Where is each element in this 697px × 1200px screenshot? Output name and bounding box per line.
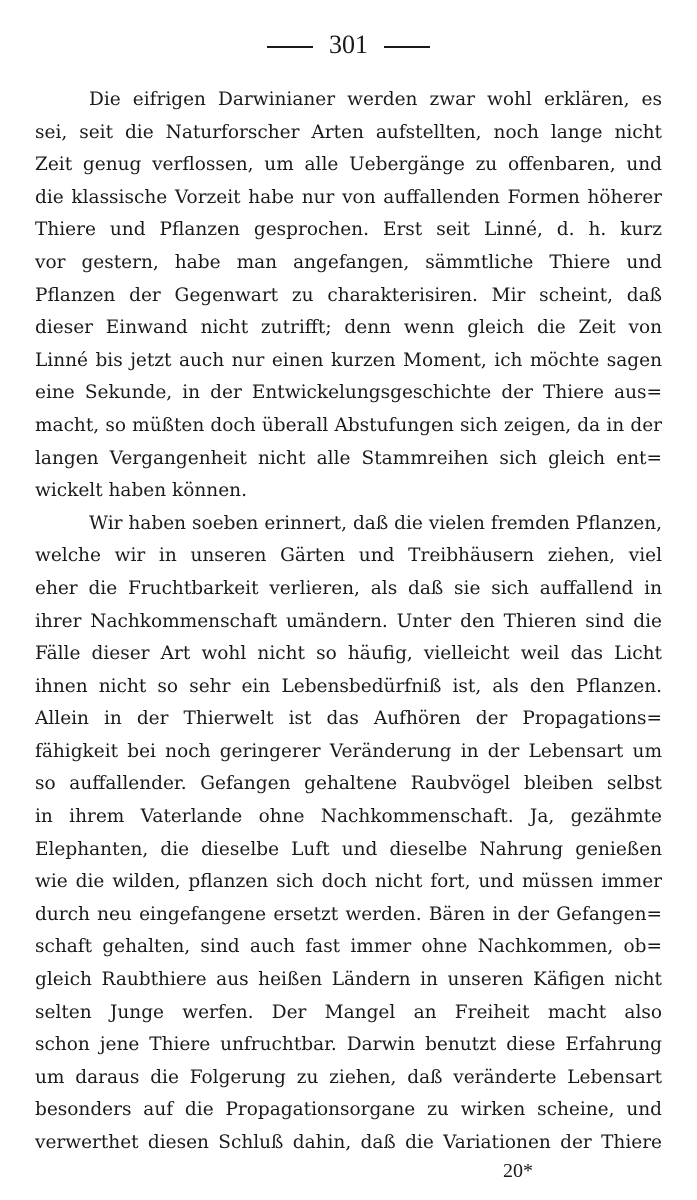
paragraph-1	[35, 84, 662, 508]
text-line: Allein in der Thierwelt ist das Aufhören der Propagations=	[35, 708, 662, 730]
text-line: eher die Fruchtbarkeit verlieren, als daß sie sich auffallend in	[35, 577, 662, 599]
text-line: fähigkeit bei noch geringerer Veränderung in der Lebensart um	[35, 740, 662, 762]
text-line: selten Junge werfen. Der Mangel an Freiheit macht also	[35, 1001, 662, 1023]
text-line: verwerthet diesen Schluß dahin, daß die Variationen der Thiere	[35, 1132, 662, 1153]
text-line: dieser Einwand nicht zutrifft; denn wenn gleich die Zeit von	[35, 317, 662, 339]
text-line: Die eifrigen Darwinianer werden zwar wohl erklären, es	[89, 89, 662, 110]
text-line: Fälle dieser Art wohl nicht so häufig, vielleicht weil das Licht	[35, 643, 662, 665]
text-line: besonders auf die Propagationsorgane zu wirken scheine, und	[35, 1099, 662, 1121]
header-rule-left	[267, 46, 313, 48]
page-header	[0, 30, 697, 60]
text-line: Zeit genug verflossen, um alle Uebergänge zu offenbaren, und	[35, 154, 662, 176]
text-line: Elephanten, die dieselbe Luft und dieselbe Nahrung genießen	[35, 838, 662, 860]
text-line: eine Sekunde, in der Entwickelungsgeschichte der Thiere aus=	[35, 382, 662, 404]
text-line: wickelt haben können.	[35, 480, 247, 502]
text-line: durch neu eingefangene ersetzt werden. Bären in der Gefangen=	[35, 903, 662, 925]
text-line: wie die wilden, pflanzen sich doch nicht fort, und müssen immer	[35, 871, 662, 893]
text-line: ihnen nicht so sehr ein Lebensbedürfniß ist, als den Pflanzen.	[35, 675, 662, 697]
text-line: schaft gehalten, sind auch fast immer ohne Nachkommen, ob=	[35, 936, 662, 958]
text-line: vor gestern, habe man angefangen, sämmtliche Thiere und	[35, 251, 662, 273]
text-line: Pflanzen der Gegenwart zu charakterisiren. Mir scheint, daß	[35, 284, 662, 306]
header-rule-right	[384, 46, 430, 48]
text-line: welche wir in unseren Gärten und Treibhäusern ziehen, viel	[35, 545, 662, 567]
signature-mark: 20*	[503, 1160, 533, 1182]
text-line: so auffallender. Gefangen gehaltene Raubvögel bleiben selbst	[35, 773, 662, 795]
text-line: macht, so müßten doch überall Abstufungen sich zeigen, da in der	[35, 414, 662, 436]
page-number: 301	[329, 30, 368, 59]
text-line: um daraus die Folgerung zu ziehen, daß veränderte Lebensart	[35, 1066, 662, 1088]
text-line: in ihrem Vaterlande ohne Nachkommenschaft. Ja, gezähmte	[35, 806, 662, 828]
text-line: schon jene Thiere unfruchtbar. Darwin benutzt diese Erfahrung	[35, 1034, 662, 1056]
text-line: Thiere und Pflanzen gesprochen. Erst seit Linné, d. h. kurz	[35, 219, 662, 241]
text-line: gleich Raubthiere aus heißen Ländern in unseren Käfigen nicht	[35, 969, 662, 991]
text-line: Wir haben soeben erinnert, daß die vielen fremden Pflanzen,	[89, 512, 662, 534]
text-line: Linné bis jetzt auch nur einen kurzen Moment, ich möchte sagen	[35, 349, 662, 371]
text-line: langen Vergangenheit nicht alle Stammreihen sich gleich ent=	[35, 447, 662, 469]
text-line: sei, seit die Naturforscher Arten aufstellten, noch lange nicht	[35, 121, 662, 143]
text-line: ihrer Nachkommenschaft umändern. Unter den Thieren sind die	[35, 610, 662, 632]
page-body	[35, 84, 662, 1160]
paragraph-2	[35, 508, 662, 1160]
text-line: die klassische Vorzeit habe nur von auffallenden Formen höherer	[35, 186, 662, 208]
